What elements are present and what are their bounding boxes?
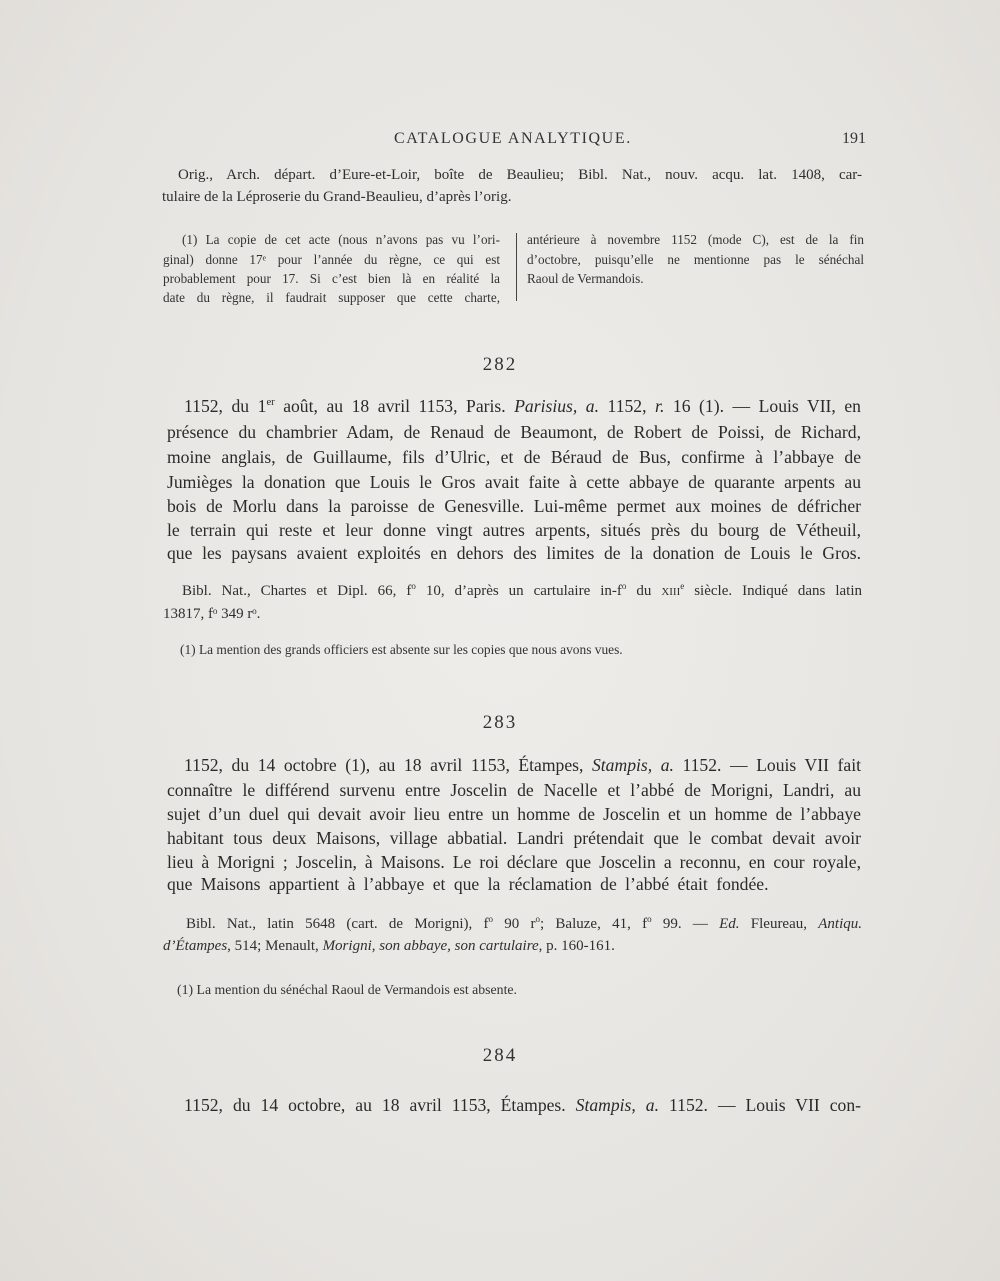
entry-body-line: bois de Morlu dans la paroisse de Genesville. Lui-même permet aux moines de défricher <box>167 496 861 516</box>
prev-source-line: tulaire de la Léproserie du Grand-Beaulieu, d’après l’orig. <box>162 189 512 205</box>
page-number: 191 <box>842 130 866 147</box>
entry-body-line: lieu à Morigni ; Joscelin, à Maisons. Le roi déclare que Joscelin a reconnu, en cour royale, <box>167 852 861 872</box>
entry-body-line: 1152, du 14 octobre, au 18 avril 1153, Étampes. Stampis, a. 1152. — Louis VII con- <box>184 1095 861 1115</box>
prev-footnote-left-line: (1) La copie de cet acte (nous n’avons pas vu l’ori- <box>182 232 500 247</box>
entry-source-line: 13817, fᵒ 349 rᵒ. <box>163 606 261 622</box>
entry-body-line: sujet d’un duel qui devait avoir lieu entre un homme de Joscelin et un homme de l’abbaye <box>167 804 861 824</box>
entry-source-line: d’Étampes, 514; Menault, Morigni, son abbaye, son cartulaire, p. 160-161. <box>163 938 615 954</box>
prev-footnote-left-line: ginal) donne 17ᵉ pour l’année du règne, ce qui est <box>163 252 500 267</box>
column-divider <box>516 233 517 301</box>
entry-source-line: Bibl. Nat., Chartes et Dipl. 66, $f^o$ 10, d’après un cartulaire $in-f^o$ du xiii$^e$ siècle. Indiqué dans latin <box>182 581 862 599</box>
entry-body-line: connaître le différend survenu entre Joscelin de Nacelle et l’abbé de Morigni, Landri, au <box>167 780 861 800</box>
entry-body-line: le terrain qui reste et leur donne vingt autres arpents, situés près du bourg de Vétheuil, <box>167 520 861 540</box>
prev-footnote-left-line: probablement pour 17. Si c’est bien là en réalité la <box>163 271 500 286</box>
entry-body-line: Jumièges la donation que Louis le Gros avait faite à cette abbaye de quarante arpents au <box>167 472 861 492</box>
entry-source-line: Bibl. Nat., latin 5648 (cart. de Morigni), $f^o$ 90 $r^o$; Baluze, 41, $f^o$ 99. — Ed. Fleureau, Antiqu. <box>186 914 863 932</box>
prev-source-line: Orig., Arch. départ. d’Eure-et-Loir, boîte de Beaulieu; Bibl. Nat., nouv. acqu. lat. 1408, car- <box>178 167 862 183</box>
entry-body-line: moine anglais, de Guillaume, fils d’Ulric, et de Béraud de Bus, confirme à l’abbaye de <box>167 447 861 467</box>
prev-footnote-right-line: antérieure à novembre 1152 (mode C), est de la fin <box>527 232 864 247</box>
entry-footnote: (1) La mention du sénéchal Raoul de Vermandois est absente. <box>177 982 517 997</box>
entry-body-line: habitant tous deux Maisons, village abbatial. Landri prétendait que le combat devait avoir <box>167 828 861 848</box>
entry-body-line: que les paysans avaient exploités en dehors des limites de la donation de Louis le Gros. <box>167 543 861 563</box>
entry-footnote: (1) La mention des grands officiers est absente sur les copies que nous avons vues. <box>180 642 623 657</box>
prev-footnote-right-line: d’octobre, puisqu’elle ne mentionne pas le sénéchal <box>527 252 864 267</box>
entry-body-line: 1152, du 1er août, au 18 avril 1153, Paris. Parisius, a. 1152, r. 16 (1). — Louis VII, en <box>184 396 861 416</box>
entry-number: 284 <box>482 1045 518 1066</box>
entry-body-line: présence du chambrier Adam, de Renaud de Beaumont, de Robert de Poissi, de Richard, <box>167 422 861 442</box>
entry-body-line: 1152, du 14 octobre (1), au 18 avril 1153, Étampes, Stampis, a. 1152. — Louis VII fait <box>184 755 861 775</box>
entry-number: 283 <box>482 712 518 733</box>
entry-body-line: que Maisons appartient à l’abbaye et que la réclamation de l’abbé était fondée. <box>167 874 769 894</box>
entry-number: 282 <box>482 354 518 375</box>
prev-footnote-right-line: Raoul de Vermandois. <box>527 271 644 286</box>
prev-footnote-left-line: date du règne, il faudrait supposer que cette charte, <box>163 290 500 305</box>
running-title: CATALOGUE ANALYTIQUE. <box>394 130 632 147</box>
